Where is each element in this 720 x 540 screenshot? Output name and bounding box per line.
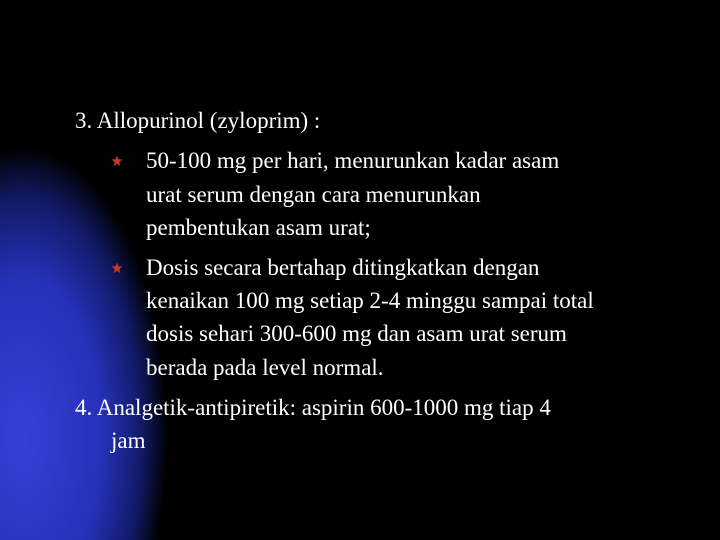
star-bullet-icon xyxy=(111,155,123,167)
bullet-1-line-3: pembentukan asam urat; xyxy=(146,215,371,240)
bullet-2-line-2: kenaikan 100 mg setiap 2-4 minggu sampai total xyxy=(146,288,594,313)
bullet-1-line-1: 50-100 mg per hari, menurunkan kadar asam xyxy=(146,148,560,173)
star-bullet-icon xyxy=(111,262,123,274)
heading-analgetik-line-2: jam xyxy=(111,428,146,453)
heading-analgetik-line-1: 4. Analgetik-antipiretik: aspirin 600-1000 mg tiap 4 xyxy=(75,395,551,420)
bullet-2-line-1: Dosis secara bertahap ditingkatkan dengan xyxy=(146,255,540,280)
bullet-2-line-4: berada pada level normal. xyxy=(146,355,384,380)
bullet-1-line-2: urat serum dengan cara menurunkan xyxy=(146,182,481,207)
heading-allopurinol: 3. Allopurinol (zyloprim) : xyxy=(75,108,321,133)
bullet-2-line-3: dosis sehari 300-600 mg dan asam urat serum xyxy=(146,321,567,346)
